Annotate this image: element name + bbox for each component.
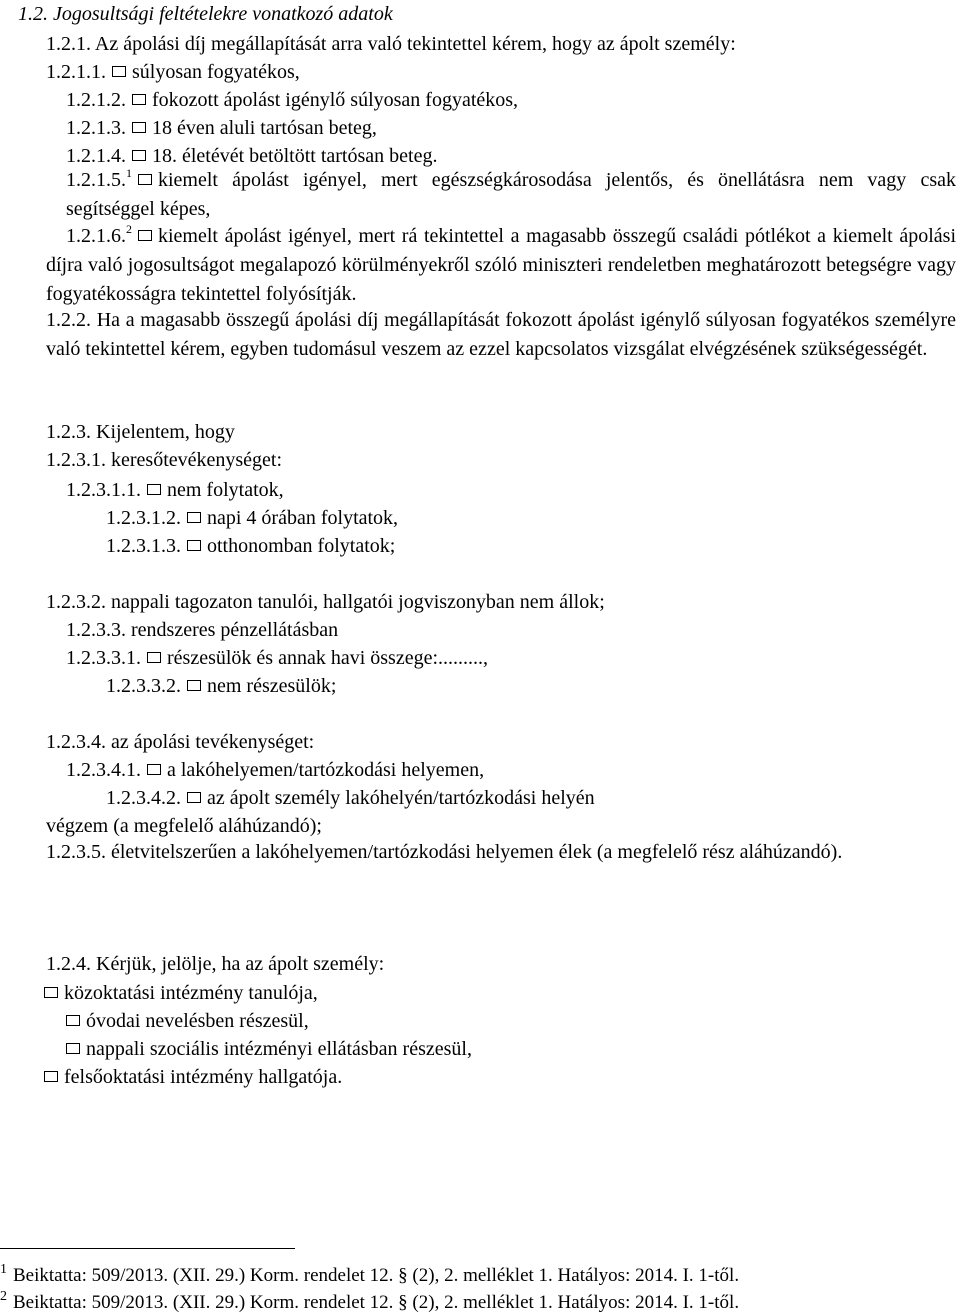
- checkbox[interactable]: [44, 1071, 58, 1082]
- checkbox[interactable]: [44, 987, 58, 998]
- option-number: 1.2.3.3.1.: [66, 647, 141, 669]
- option-label: nappali szociális intézményi ellátásban részesül,: [86, 1038, 472, 1060]
- checkbox[interactable]: [112, 66, 126, 77]
- option-label: kiemelt ápolást igényel, mert rá tekintettel a magasabb összegű családi pótlékot a kiemelt ápolási díjra való jogosultságot megalapozó körülményekről szóló miniszteri rendeletben meghatározott betegségre vagy fogyatékosságra tekintettel folyósítják.: [46, 225, 956, 305]
- option-number: 1.2.1.5.: [66, 169, 126, 191]
- footnote-2: [0, 1289, 740, 1314]
- option-label: nem folytatok,: [167, 479, 284, 501]
- heading-1-2-3-4: 1.2.3.4. az ápolási tevékenységet:: [46, 731, 315, 753]
- checkbox[interactable]: [138, 174, 152, 185]
- option-label: 18. életévét betöltött tartósan beteg.: [152, 145, 438, 167]
- option-label: felsőoktatási intézmény hallgatója.: [64, 1066, 343, 1088]
- footnote-mark: 1: [0, 1262, 7, 1277]
- option-label: napi 4 órában folytatok,: [207, 507, 399, 529]
- footnote-1: [0, 1262, 740, 1287]
- footnote-divider: [0, 1248, 295, 1249]
- option-1-2-3-3-1: [66, 646, 488, 670]
- checkbox[interactable]: [132, 122, 146, 133]
- option-1-2-3-4-2: [106, 786, 595, 810]
- statement-1-2-3-4-tail: végzem (a megfelelő aláhúzandó);: [46, 815, 322, 837]
- option-label: óvodai nevelésben részesül,: [86, 1010, 309, 1032]
- checkbox[interactable]: [66, 1043, 80, 1054]
- option-1-2-3-3-2: [106, 674, 336, 698]
- option-label: a lakóhelyemen/tartózkodási helyemen,: [167, 759, 485, 781]
- option-1-2-1-3: [66, 116, 377, 140]
- option-label: közoktatási intézmény tanulója,: [64, 982, 318, 1004]
- option-number: 1.2.1.6.: [66, 225, 126, 247]
- option-number: 1.2.3.1.1.: [66, 479, 141, 501]
- option-1-2-4-4: [44, 1065, 342, 1089]
- option-1-2-4-1: [44, 981, 318, 1005]
- option-1-2-3-1-2: [106, 506, 398, 530]
- option-1-2-4-3: [66, 1037, 472, 1061]
- section-heading: 1.2. Jogosultsági feltételekre vonatkozó adatok: [18, 3, 393, 25]
- option-1-2-3-4-1: [66, 758, 484, 782]
- option-number: 1.2.1.1.: [46, 61, 106, 83]
- statement-1-2-3-2: 1.2.3.2. nappali tagozaton tanulói, hallgatói jogviszonyban nem állok;: [46, 591, 605, 613]
- option-number: 1.2.3.1.3.: [106, 535, 181, 557]
- checkbox[interactable]: [66, 1015, 80, 1026]
- option-1-2-3-1-3: [106, 534, 395, 558]
- statement-1-2-3-5: 1.2.3.5. életvitelszerűen a lakóhelyemen/tartózkodási helyemen élek (a megfelelő rész aláhúzandó).: [46, 841, 843, 863]
- checkbox[interactable]: [147, 764, 161, 775]
- option-label: az ápolt személy lakóhelyén/tartózkodási helyén: [207, 787, 595, 809]
- heading-1-2-3-1: 1.2.3.1. keresőtevékenységet:: [46, 449, 283, 471]
- footnote-ref: 2: [126, 222, 132, 236]
- option-1-2-1-2: [66, 88, 518, 112]
- option-number: 1.2.3.1.2.: [106, 507, 181, 529]
- footnote-text: Beiktatta: 509/2013. (XII. 29.) Korm. rendelet 12. § (2), 2. melléklet 1. Hatályos: 2014. I. 1-től.: [13, 1292, 740, 1313]
- option-label: fokozott ápolást igénylő súlyosan fogyatékos,: [152, 89, 519, 111]
- checkbox[interactable]: [187, 512, 201, 523]
- checkbox[interactable]: [187, 792, 201, 803]
- option-1-2-1-5: [66, 166, 956, 224]
- checkbox[interactable]: [132, 94, 146, 105]
- heading-1-2-4: 1.2.4. Kérjük, jelölje, ha az ápolt személy:: [46, 953, 385, 975]
- option-number: 1.2.3.3.2.: [106, 675, 181, 697]
- option-number: 1.2.3.4.2.: [106, 787, 181, 809]
- option-number: 1.2.3.4.1.: [66, 759, 141, 781]
- checkbox[interactable]: [147, 652, 161, 663]
- checkbox[interactable]: [147, 484, 161, 495]
- option-1-2-1-6: [46, 222, 956, 309]
- statement-1-2-2: 1.2.2. Ha a magasabb összegű ápolási díj megállapítását fokozott ápolást igénylő súlyosan fogyatékos személyre való tekintettel kérem, egyben tudomásul veszem az ezzel kapcsolatos vizsgálat elvégzésének szükségességét.: [46, 309, 956, 360]
- option-number: 1.2.1.4.: [66, 145, 126, 167]
- option-label: kiemelt ápolást igényel, mert egészségkárosodása jelentős, és önellátásra nem vagy csak segítséggel képes,: [66, 169, 956, 220]
- checkbox[interactable]: [187, 680, 201, 691]
- footnote-ref: 1: [126, 166, 132, 180]
- question-1-2-1: 1.2.1. Az ápolási díj megállapítását arra való tekintettel kérem, hogy az ápolt személy:: [46, 33, 736, 55]
- option-number: 1.2.1.2.: [66, 89, 126, 111]
- checkbox[interactable]: [187, 540, 201, 551]
- option-label: 18 éven aluli tartósan beteg,: [152, 117, 377, 139]
- option-label: nem részesülök;: [207, 675, 337, 697]
- option-label: részesülök és annak havi összege:.........,: [167, 647, 489, 669]
- option-number: 1.2.1.3.: [66, 117, 126, 139]
- heading-1-2-3-3: 1.2.3.3. rendszeres pénzellátásban: [66, 619, 339, 641]
- footnote-text: Beiktatta: 509/2013. (XII. 29.) Korm. rendelet 12. § (2), 2. melléklet 1. Hatályos: 2014. I. 1-től.: [13, 1265, 740, 1286]
- checkbox[interactable]: [138, 230, 152, 241]
- option-label: otthonomban folytatok;: [207, 535, 396, 557]
- footnote-mark: 2: [0, 1289, 7, 1304]
- option-1-2-1-4: [66, 144, 437, 168]
- heading-1-2-3: 1.2.3. Kijelentem, hogy: [46, 421, 235, 443]
- checkbox[interactable]: [132, 150, 146, 161]
- option-1-2-1-1: [46, 60, 300, 84]
- option-label: súlyosan fogyatékos,: [132, 61, 300, 83]
- option-1-2-3-1-1: [66, 478, 284, 502]
- option-1-2-4-2: [66, 1009, 309, 1033]
